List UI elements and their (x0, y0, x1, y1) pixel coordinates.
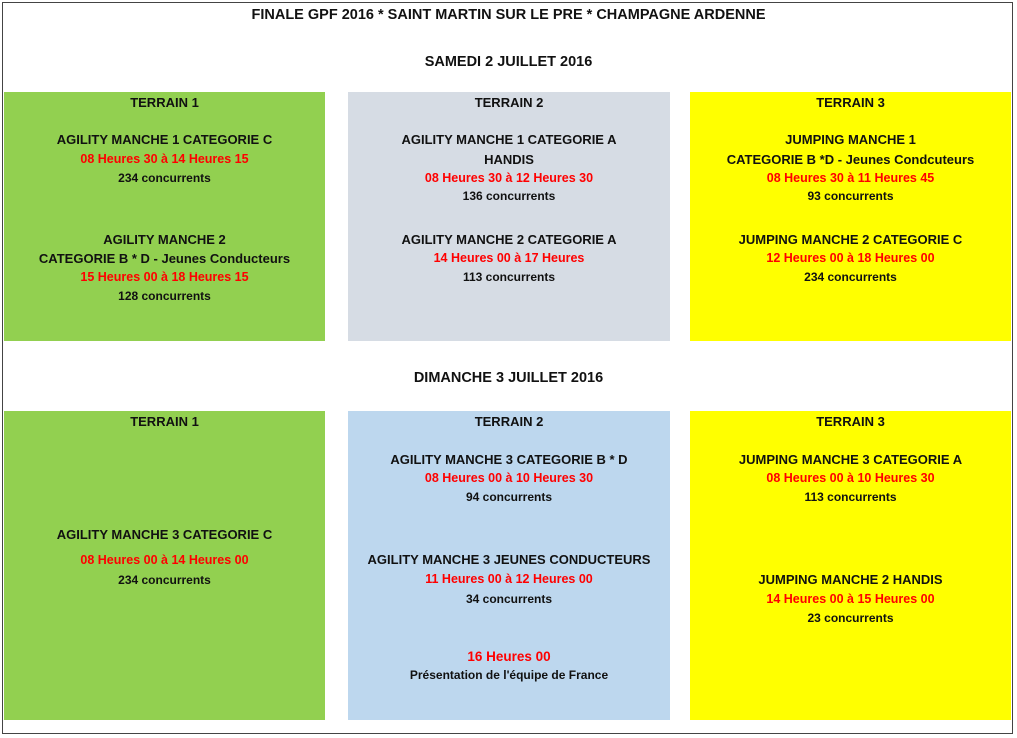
event-subtitle: CATEGORIE B * D - Jeunes Conducteurs (38, 251, 291, 266)
event-time: 08 Heures 30 à 12 Heures 30 (424, 171, 594, 185)
event-time: 08 Heures 30 à 11 Heures 45 (766, 171, 935, 185)
event-count: 94 concurrents (465, 490, 553, 504)
sat-terrain-2-panel (348, 92, 670, 341)
sun-terrain-1-panel (4, 411, 325, 720)
event-title: AGILITY MANCHE 3 JEUNES CONDUCTEURS (367, 552, 651, 567)
event-time: 14 Heures 00 à 15 Heures 00 (766, 592, 935, 606)
event-count: 128 concurrents (118, 289, 211, 303)
event-count: 113 concurrents (462, 270, 556, 284)
event-note: Présentation de l'équipe de France (409, 668, 609, 682)
event-count: 34 concurrents (465, 592, 553, 606)
event-title: AGILITY MANCHE 2 CATEGORIE A (401, 232, 617, 247)
event-count: 136 concurrents (462, 189, 556, 203)
event-title: JUMPING MANCHE 3 CATEGORIE A (738, 452, 963, 467)
terrain-label: TERRAIN 1 (130, 95, 199, 110)
event-title: AGILITY MANCHE 2 (103, 232, 226, 247)
event-title: AGILITY MANCHE 1 CATEGORIE C (56, 132, 273, 147)
event-time: 14 Heures 00 à 17 Heures (433, 251, 585, 265)
event-count: 234 concurrents (118, 171, 211, 185)
sat-terrain-3-panel (690, 92, 1011, 341)
sun-terrain-2-panel (348, 411, 670, 720)
event-title: JUMPING MANCHE 1 (785, 132, 916, 147)
event-time: 11 Heures 00 à 12 Heures 00 (425, 572, 593, 586)
event-title: AGILITY MANCHE 3 CATEGORIE B * D (390, 452, 628, 467)
event-subtitle: CATEGORIE B *D - Jeunes Condcuteurs (726, 152, 975, 167)
terrain-label: TERRAIN 3 (816, 414, 885, 429)
event-time: 08 Heures 00 à 14 Heures 00 (80, 553, 249, 567)
event-time: 15 Heures 00 à 18 Heures 15 (80, 270, 249, 284)
terrain-label: TERRAIN 1 (130, 414, 199, 429)
sat-terrain-1-panel (4, 92, 325, 341)
sun-terrain-3-panel (690, 411, 1011, 720)
terrain-label: TERRAIN 3 (816, 95, 885, 110)
event-time: 12 Heures 00 à 18 Heures 00 (766, 251, 935, 265)
event-count: 93 concurrents (807, 189, 894, 203)
day-heading-sunday: DIMANCHE 3 JUILLET 2016 (413, 370, 604, 386)
event-time: 08 Heures 30 à 14 Heures 15 (80, 152, 249, 166)
event-time: 16 Heures 00 (467, 649, 551, 664)
event-count: 234 concurrents (118, 573, 211, 587)
event-title: JUMPING MANCHE 2 CATEGORIE C (738, 232, 963, 247)
event-time: 08 Heures 00 à 10 Heures 30 (424, 471, 594, 485)
event-subtitle: HANDIS (484, 152, 534, 167)
page-title: FINALE GPF 2016 * SAINT MARTIN SUR LE PRE * CHAMPAGNE ARDENNE (251, 7, 766, 23)
terrain-label: TERRAIN 2 (474, 95, 544, 110)
event-time: 08 Heures 00 à 10 Heures 30 (766, 471, 935, 485)
event-count: 23 concurrents (807, 611, 894, 625)
event-title: AGILITY MANCHE 1 CATEGORIE A (401, 132, 617, 147)
event-count: 234 concurrents (804, 270, 897, 284)
event-title: AGILITY MANCHE 3 CATEGORIE C (56, 527, 273, 542)
terrain-label: TERRAIN 2 (474, 414, 544, 429)
day-heading-saturday: SAMEDI 2 JUILLET 2016 (424, 54, 593, 70)
event-title: JUMPING MANCHE 2 HANDIS (758, 572, 943, 587)
event-count: 113 concurrents (804, 490, 897, 504)
